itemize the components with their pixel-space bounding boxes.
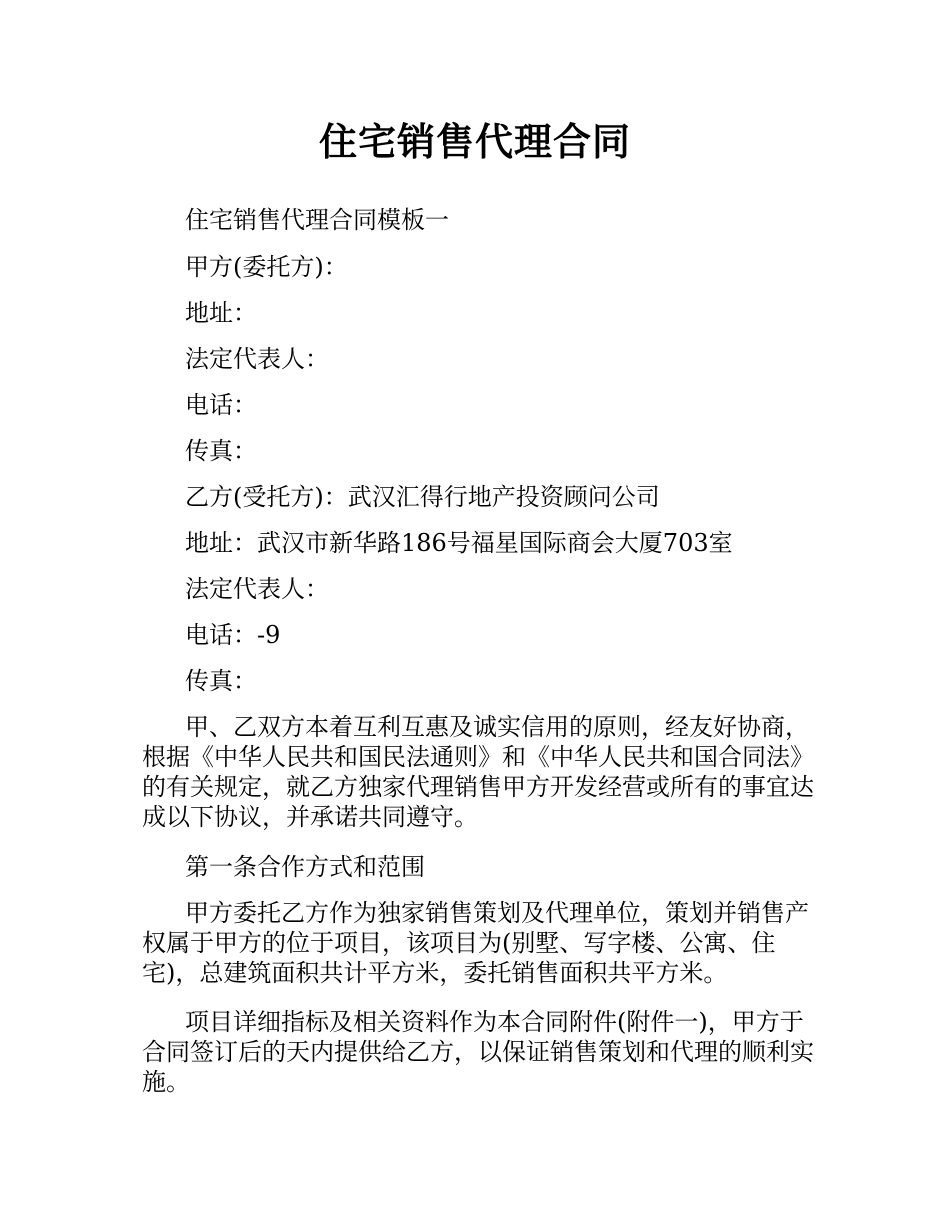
party-a-phone: 电话：: [185, 391, 257, 419]
party-b-address: 地址：武汉市新华路186号福星国际商会大厦703室: [185, 529, 733, 557]
preamble-paragraph: 甲、乙双方本着互利互惠及诚实信用的原则，经友好协商，根据《中华人民共和国民法通则》和《中华人民共和国合同法》的有关规定，就乙方独家代理销售甲方开发经营或所有的事宜达成以下协议，并承诺共同遵守。: [142, 713, 814, 831]
document-subtitle: 住宅销售代理合同模板一: [185, 206, 449, 234]
party-b-phone: 电话：-9: [185, 621, 281, 649]
party-a-label: 甲方(委托方)：: [185, 253, 348, 281]
party-a-address: 地址：: [185, 299, 257, 327]
party-b-legal-rep: 法定代表人：: [185, 575, 329, 603]
article-1-paragraph-1: 甲方委托乙方作为独家销售策划及代理单位，策划并销售产权属于甲方的位于项目，该项目为(别墅、写字楼、公寓、住宅)，总建筑面积共计平方米，委托销售面积共平方米。: [142, 899, 809, 987]
article-1-paragraph-2: 项目详细指标及相关资料作为本合同附件(附件一)，甲方于合同签订后的天内提供给乙方，以保证销售策划和代理的顺利实施。: [142, 1008, 814, 1096]
article-1-heading: 第一条合作方式和范围: [185, 853, 425, 881]
party-b-label: 乙方(受托方)：武汉汇得行地产投资顾问公司: [185, 483, 660, 511]
party-a-legal-rep: 法定代表人：: [185, 345, 329, 373]
party-a-fax: 传真：: [185, 437, 257, 465]
document-title: 住宅销售代理合同: [318, 120, 631, 164]
party-b-fax: 传真：: [185, 667, 257, 695]
